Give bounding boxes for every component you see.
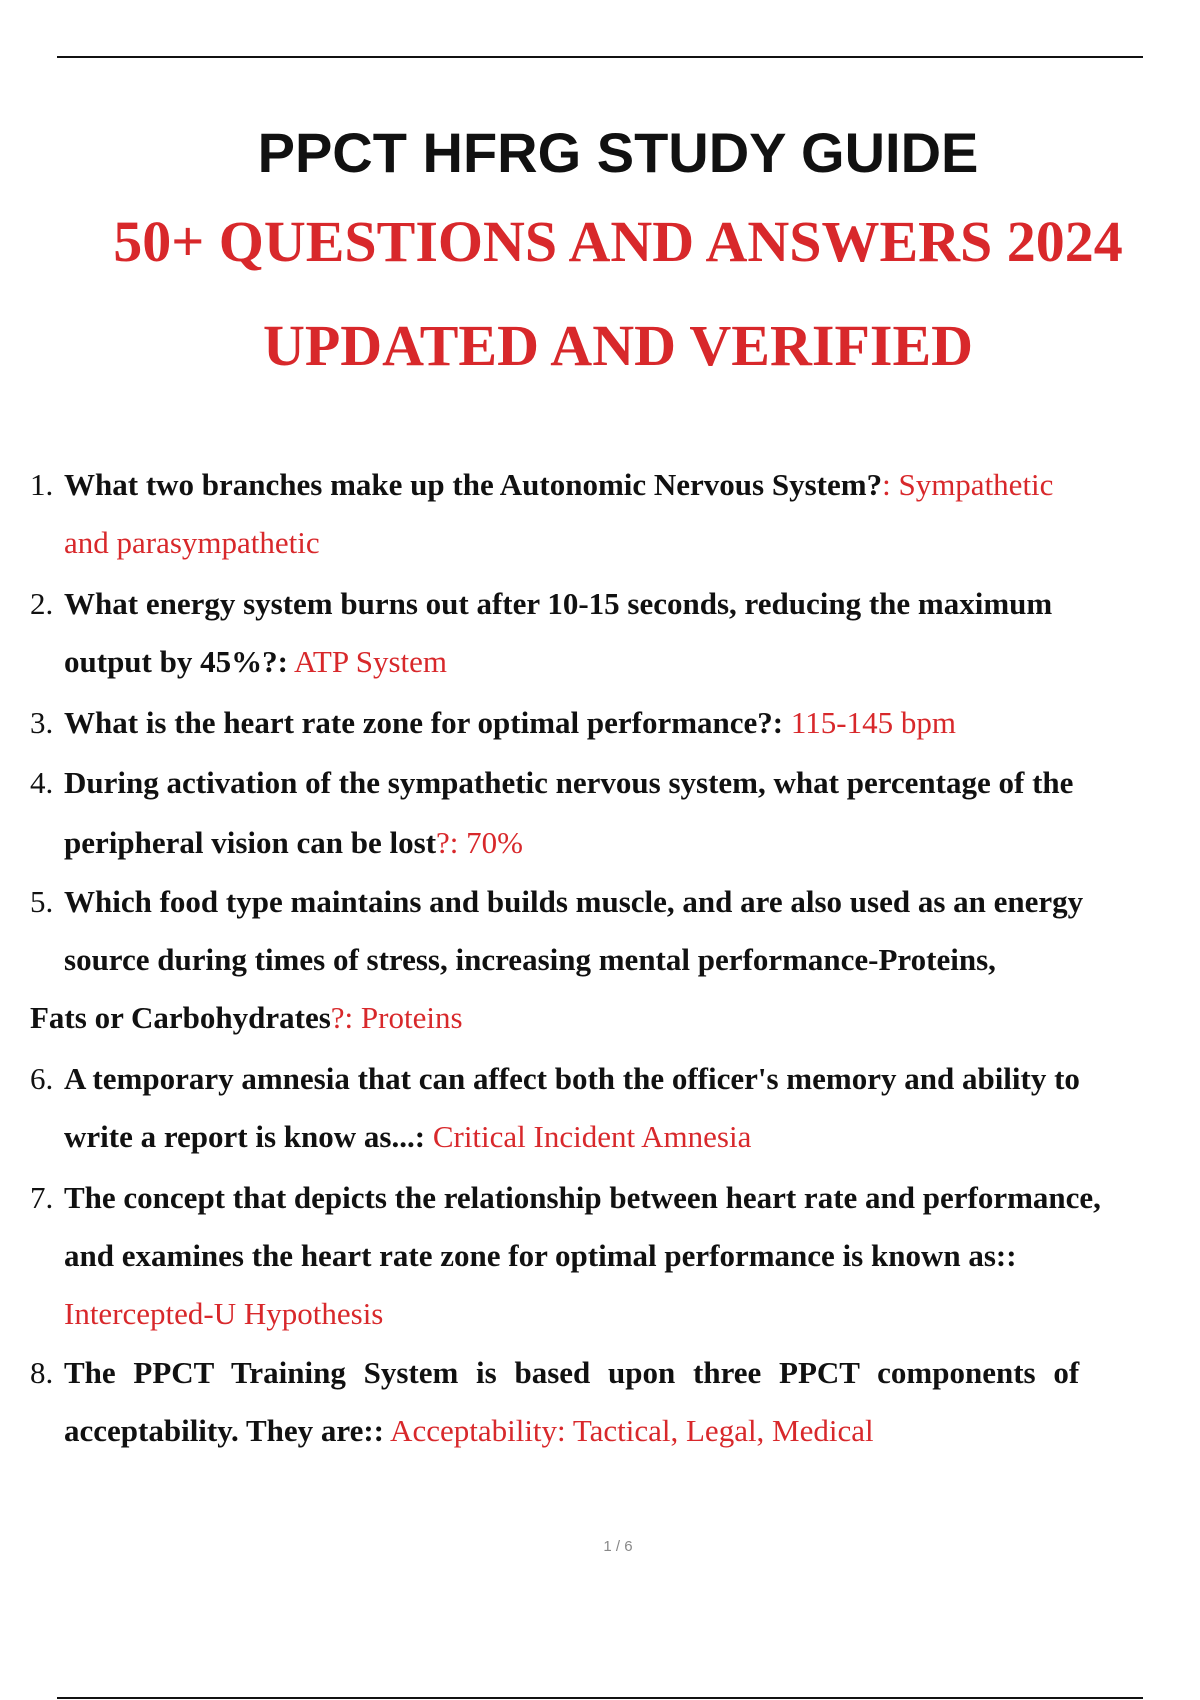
answer-separator: ?: [436,825,459,860]
item-number: 5. [30,884,54,919]
answer-text: 115-145 bpm [783,705,956,740]
question-text: output by 45%?: [64,644,288,679]
document-subtitle-line2: UPDATED AND VERIFIED [262,313,974,378]
item-line-1 [64,694,956,752]
answer-text: ATP System [287,644,447,679]
item-line-1 [64,1169,1101,1227]
item-line-3 [64,1285,383,1343]
answer-text: Sympathetic [890,467,1054,502]
item-line-2 [64,514,320,572]
item-number: 2. [30,586,54,621]
question-text: During activation of the sympathetic nervous system, what percentage of the [64,765,1074,800]
item-line-1 [64,754,1073,812]
item-number: 4. [30,765,54,800]
item-line-1 [64,575,1052,633]
item-line-1 [64,1344,1079,1402]
question-text: write a report is know as...: [64,1119,426,1154]
question-text: peripheral vision can be lost [64,825,437,860]
question-text: source during times of stress, increasing mental performance-Proteins, [64,942,996,977]
bottom-rule [57,1697,1143,1699]
document-title: PPCT HFRG STUDY GUIDE [257,121,979,184]
document-subtitle-line1: 50+ QUESTIONS AND ANSWERS 2024 [113,209,1123,274]
item-line-1 [64,456,1053,514]
question-text: What energy system burns out after 10-15 seconds, reducing the maximum [64,586,1053,621]
question-text: The concept that depicts the relationship between heart rate and performance, [64,1180,1101,1215]
answer-text: and parasympathetic [64,525,320,560]
answer-text: Critical Incident Amnesia [425,1119,752,1154]
question-text: What two branches make up the Autonomic Nervous System? [64,467,883,502]
item-line-2 [64,814,523,872]
question-text: The PPCT Training System is based upon three PPCT components of [64,1355,1080,1390]
page-number: 1 / 6 [603,1538,633,1555]
answer-separator: : [882,467,891,502]
item-line-2 [64,633,447,691]
item-line-3 [30,989,463,1047]
item-line-1 [64,1050,1080,1108]
question-text: and examines the heart rate zone for optimal performance is known as:: [64,1238,1017,1273]
item-number: 3. [30,705,54,740]
answer-text: Intercepted-U Hypothesis [64,1296,384,1331]
item-number: 8. [30,1355,54,1390]
top-rule [57,56,1143,58]
item-line-2 [64,931,996,989]
question-text: acceptability. They are:: [64,1413,385,1448]
item-number: 7. [30,1180,54,1215]
item-line-2 [64,1402,874,1460]
question-text: Fats or Carbohydrates [30,1000,331,1035]
answer-separator: ?: [330,1000,354,1035]
answer-text: Acceptability: Tactical, Legal, Medical [384,1413,874,1448]
question-text: Which food type maintains and builds muscle, and are also used as an energy [64,884,1084,919]
item-line-2 [64,1108,751,1166]
answer-text: Proteins [353,1000,463,1035]
answer-text: 70% [458,825,523,860]
question-text: A temporary amnesia that can affect both the officer's memory and ability to [64,1061,1080,1096]
question-text: What is the heart rate zone for optimal performance?: [64,705,784,740]
item-number: 1. [30,467,54,502]
item-number: 6. [30,1061,54,1096]
item-line-2 [64,1227,1017,1285]
item-line-1 [64,873,1083,931]
